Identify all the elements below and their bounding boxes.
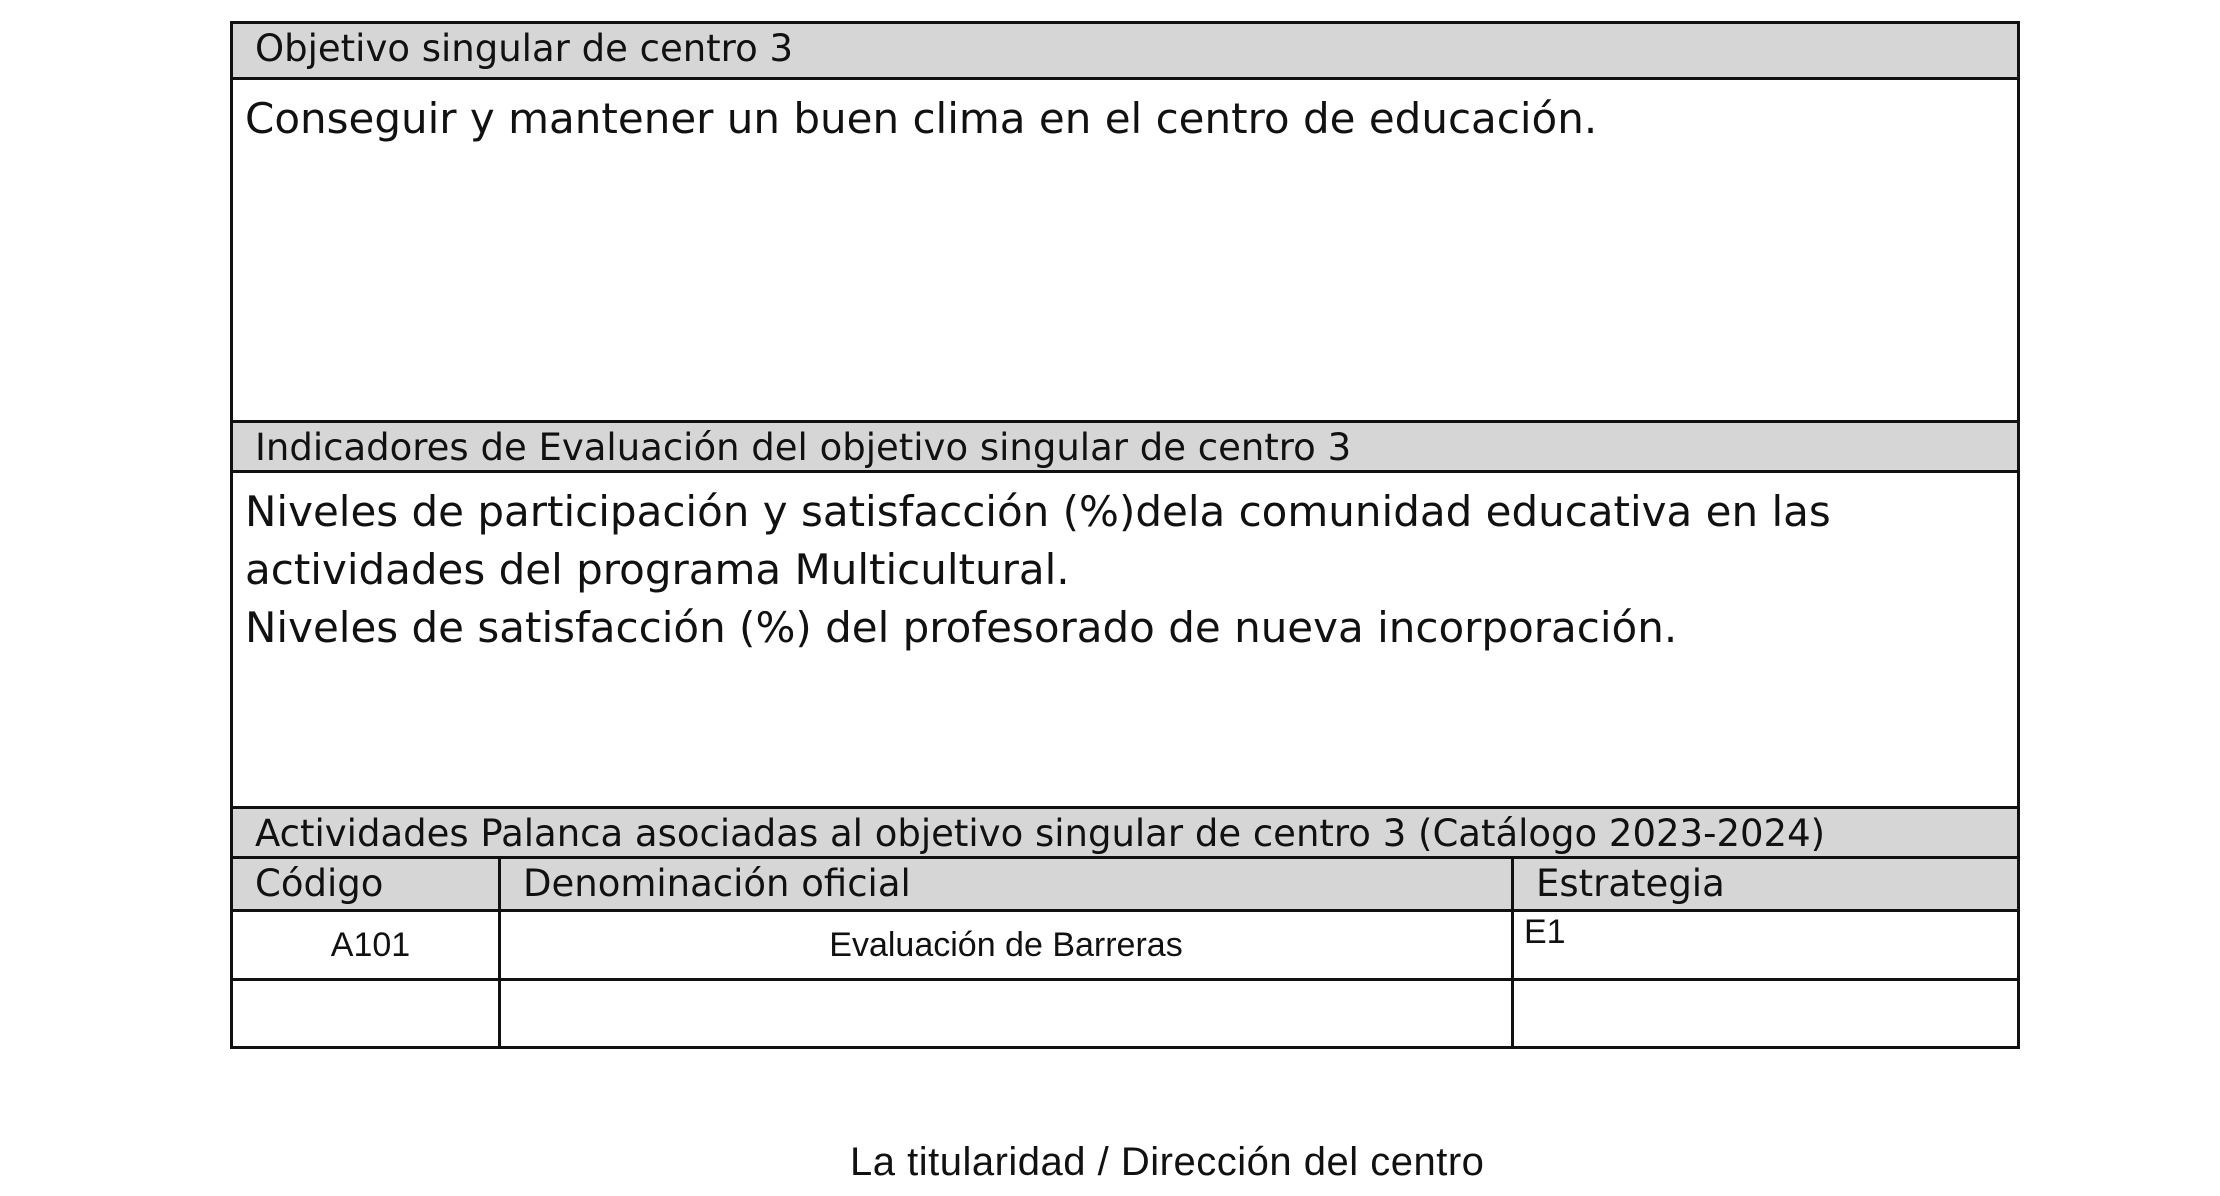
table-cell-codigo xyxy=(233,912,501,981)
activities-header-text: Actividades Palanca asociadas al objetivo singular de centro 3 (Catálogo 2023-2024) xyxy=(255,812,1826,855)
cell-text: Evaluación de Barreras xyxy=(829,926,1183,964)
objective-text: Conseguir y mantener un buen clima en el centro de educación. xyxy=(245,94,1598,143)
indicator-line: Niveles de participación y satisfacción (%)dela comunidad educativa en las actividades del programa Multicultural. xyxy=(245,487,1831,594)
signature-caption: La titularidad / Dirección del centro xyxy=(850,1140,1485,1184)
column-header-codigo xyxy=(233,859,501,912)
cell-text: A101 xyxy=(330,926,411,964)
activities-table xyxy=(233,859,2017,1049)
activities-header xyxy=(233,809,2017,859)
indicators-body xyxy=(233,473,2017,809)
table-cell-codigo xyxy=(233,981,501,1046)
column-header-label: Estrategia xyxy=(1536,862,1725,905)
objective-header-text: Objetivo singular de centro 3 xyxy=(255,27,794,70)
indicators-header-text: Indicadores de Evaluación del objetivo singular de centro 3 xyxy=(255,426,1352,469)
objective-form xyxy=(230,21,2020,1049)
table-cell-denominacion xyxy=(501,981,1514,1046)
column-header-denominacion xyxy=(501,859,1514,912)
table-cell-estrategia xyxy=(1514,912,2017,981)
column-header-label: Denominación oficial xyxy=(523,862,911,905)
indicators-header xyxy=(233,423,2017,473)
column-header-label: Código xyxy=(255,862,384,905)
objective-body xyxy=(233,80,2017,423)
table-cell-denominacion xyxy=(501,912,1514,981)
table-cell-estrategia xyxy=(1514,981,2017,1046)
objective-header xyxy=(233,24,2017,80)
cell-text: E1 xyxy=(1524,913,1566,951)
indicator-line: Niveles de satisfacción (%) del profesorado de nueva incorporación. xyxy=(245,603,1678,652)
column-header-estrategia xyxy=(1514,859,2017,912)
